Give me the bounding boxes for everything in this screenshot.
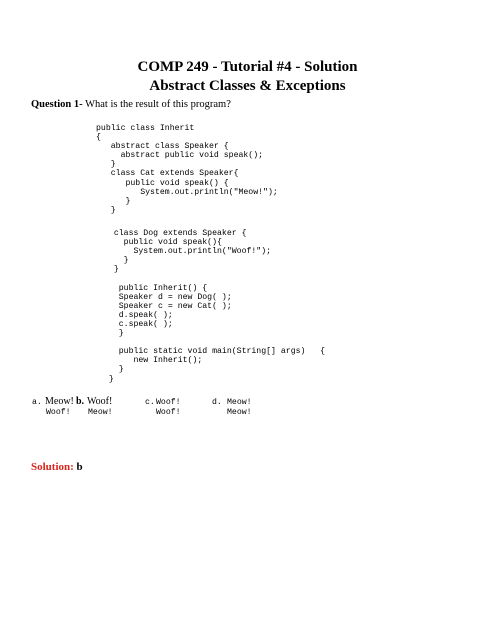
option-c-second: Woof! (156, 408, 181, 417)
option-c-letter: c. (145, 398, 155, 407)
solution-label: Solution: (31, 461, 74, 473)
question-label: Question 1- (31, 99, 83, 110)
code-block-1: public class Inherit { abstract class Speaker { abstract public void speak(); } class Cat extends Speaker{ public void speak() { System.out.println("Meow!"); } } (96, 124, 278, 215)
code-block-2: class Dog extends Speaker { public void speak(){ System.out.println("Woof!"); } } public Inherit() { Speaker d = new Dog( ); Speaker c = new Cat( ); d.speak( ); c.speak( ); } public static void main(String[] args) { new Inherit(); } } (108, 229, 326, 384)
option-d-second: Meow! (227, 408, 252, 417)
question-text: What is the result of this program? (82, 99, 231, 110)
page-title: COMP 249 - Tutorial #4 - Solution (137, 59, 358, 75)
option-a-letter: a. (32, 398, 42, 407)
option-b-first: Woof! (87, 396, 113, 407)
option-c-first: Woof! (156, 398, 181, 407)
option-d-first: Meow! (227, 398, 252, 407)
solution (31, 461, 83, 473)
question-1 (31, 99, 231, 110)
page-subtitle: Abstract Classes & Exceptions (149, 78, 346, 94)
option-a-second: Woof! (46, 408, 71, 417)
option-a-first: Meow! (45, 396, 74, 407)
option-b-letter: b. (76, 396, 85, 407)
option-b-second: Meow! (88, 408, 113, 417)
solution-value: b (73, 461, 83, 473)
option-d-letter: d. (212, 398, 222, 407)
